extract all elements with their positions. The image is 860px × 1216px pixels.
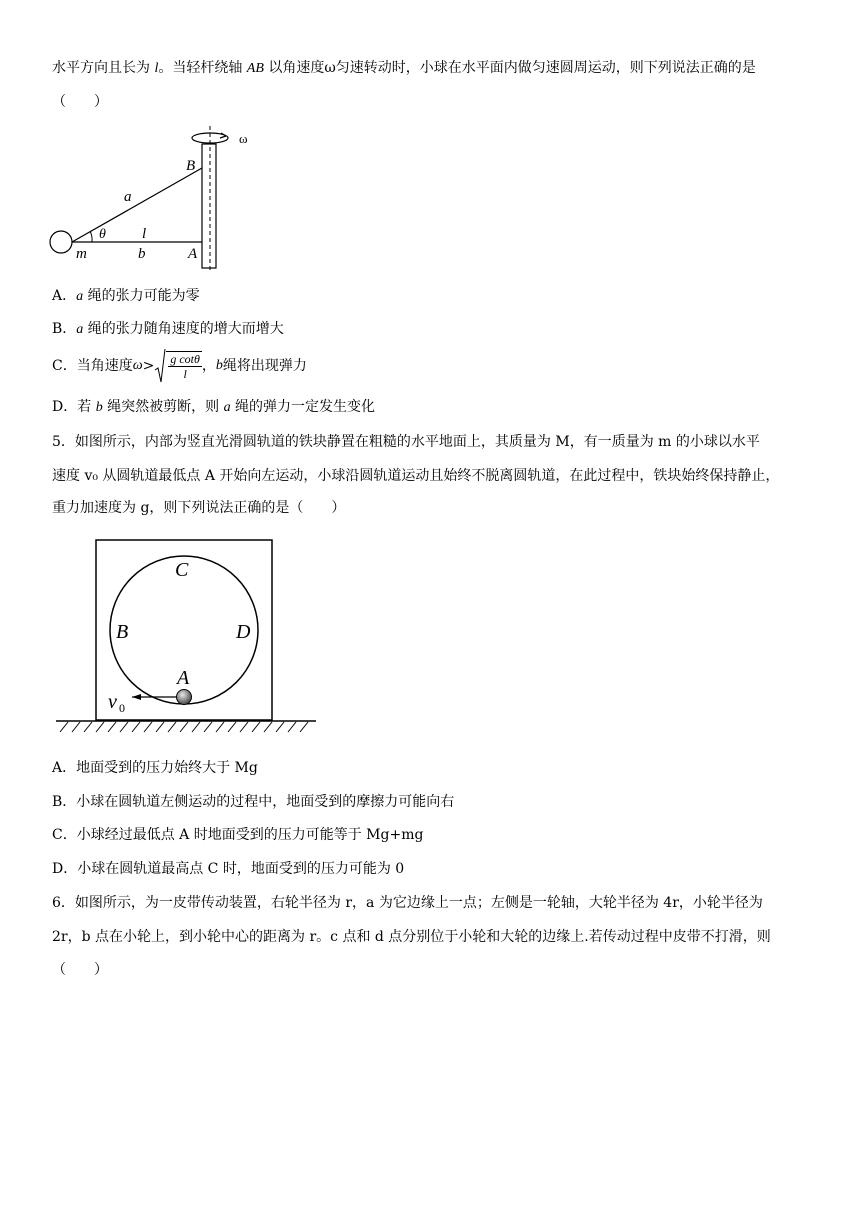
q5-stem-line2: 速度 v₀ 从圆轨道最低点 A 开始向左运动，小球沿圆轨道运动且始终不脱离圆轨道，在此过程中，铁块始终保持静止， <box>52 468 780 484</box>
q6-stem-line2: 2r，b 点在小轮上，到小轮中心的距离为 r。c 点和 d 点分别位于小轮和大轮的边缘上.若传动过程中皮带不打滑，则 <box>52 929 771 945</box>
option-text: ， <box>201 358 216 374</box>
q5-circular-track-figure <box>56 536 320 736</box>
label-D: D <box>236 621 251 643</box>
q4-option-d <box>52 397 375 418</box>
label-B: B <box>116 621 129 643</box>
ball <box>177 690 192 705</box>
label-A: A <box>188 246 198 262</box>
label-theta: θ <box>99 227 106 242</box>
q4-option-a <box>52 286 200 307</box>
label-C: C <box>175 559 189 581</box>
q6-answer-brackets: （ ） <box>52 962 108 978</box>
rope-a <box>72 168 202 242</box>
q6-stem-line1: 6．如图所示，为一皮带传动装置，右轮半径为 r，a 为它边缘上一点；左侧是一轮轴，大轮半径为 4r，小轮半径为 <box>52 895 763 911</box>
q5-stem-line1: 5．如图所示，内部为竖直光滑圆轨道的铁块静置在粗糙的水平地面上，其质量为 M，有一质量为 m 的小球以水平 <box>52 434 760 450</box>
label-A: A <box>177 667 190 689</box>
label-v0: v <box>108 691 117 713</box>
q5-option-d: D．小球在圆轨道最高点 C 时，地面受到的压力可能为 0 <box>52 861 405 877</box>
option-text: 绳突然被剪断，则 <box>102 399 224 415</box>
q5-option-b: B．小球在圆轨道左侧运动的过程中，地面受到的摩擦力可能向右 <box>52 794 455 810</box>
fraction-numerator: g cotθ <box>170 352 200 366</box>
option-var: ω <box>132 358 143 373</box>
q4-stem-text-a: 水平方向且长为 <box>52 60 155 76</box>
q4-answer-brackets: （ ） <box>52 94 108 110</box>
label-l: l <box>142 226 147 242</box>
ground-hatching <box>60 722 308 732</box>
q4-stem-var-l: l <box>154 61 159 76</box>
option-text: 绳将出现弹力 <box>222 358 307 374</box>
q4-stem-line1 <box>52 58 756 79</box>
fraction-denominator: l <box>183 367 187 381</box>
label-omega: ω <box>239 131 248 146</box>
q4-option-b <box>52 319 284 340</box>
option-text: 绳的张力可能为零 <box>83 288 200 304</box>
radical-sign-icon <box>154 348 166 384</box>
q5-stem-line3: 重力加速度为 g，则下列说法正确的是（ ） <box>52 500 346 516</box>
ball <box>50 231 72 253</box>
sqrt-expression <box>154 348 202 384</box>
q4-rod-rope-figure <box>44 124 264 274</box>
option-label: A． <box>52 288 77 304</box>
option-var: a <box>76 322 84 337</box>
option-var: b <box>215 358 223 373</box>
option-label: C．当角速度 <box>52 358 133 374</box>
label-v0-subscript: 0 <box>119 701 125 715</box>
q5-option-a: A．地面受到的压力始终大于 Mg <box>52 760 258 776</box>
q4-stem-text-c: 以角速度ω匀速转动时，小球在水平面内做匀速圆周运动，则下列说法正确的是 <box>263 60 756 76</box>
option-var: a <box>223 400 231 415</box>
label-a: a <box>124 189 132 205</box>
vertical-rod <box>202 144 216 268</box>
option-text: 绳的弹力一定发生变化 <box>230 399 376 415</box>
q4-stem-text-b: 。当轻杆绕轴 <box>158 60 247 76</box>
option-var: b <box>95 400 103 415</box>
option-label: B． <box>52 321 77 337</box>
q5-option-c: C．小球经过最低点 A 时地面受到的压力可能等于 Mg+mg <box>52 827 424 843</box>
q4-stem-var-ab: AB <box>246 61 264 76</box>
option-text: 绳的张力随角速度的增大而增大 <box>83 321 284 337</box>
option-var: a <box>76 289 84 304</box>
label-B: B <box>186 158 196 174</box>
fraction <box>168 352 202 381</box>
label-b: b <box>138 246 146 262</box>
label-m: m <box>76 246 87 262</box>
q4-option-c <box>52 346 307 386</box>
option-label: D．若 <box>52 399 96 415</box>
option-operator: > <box>142 358 155 374</box>
